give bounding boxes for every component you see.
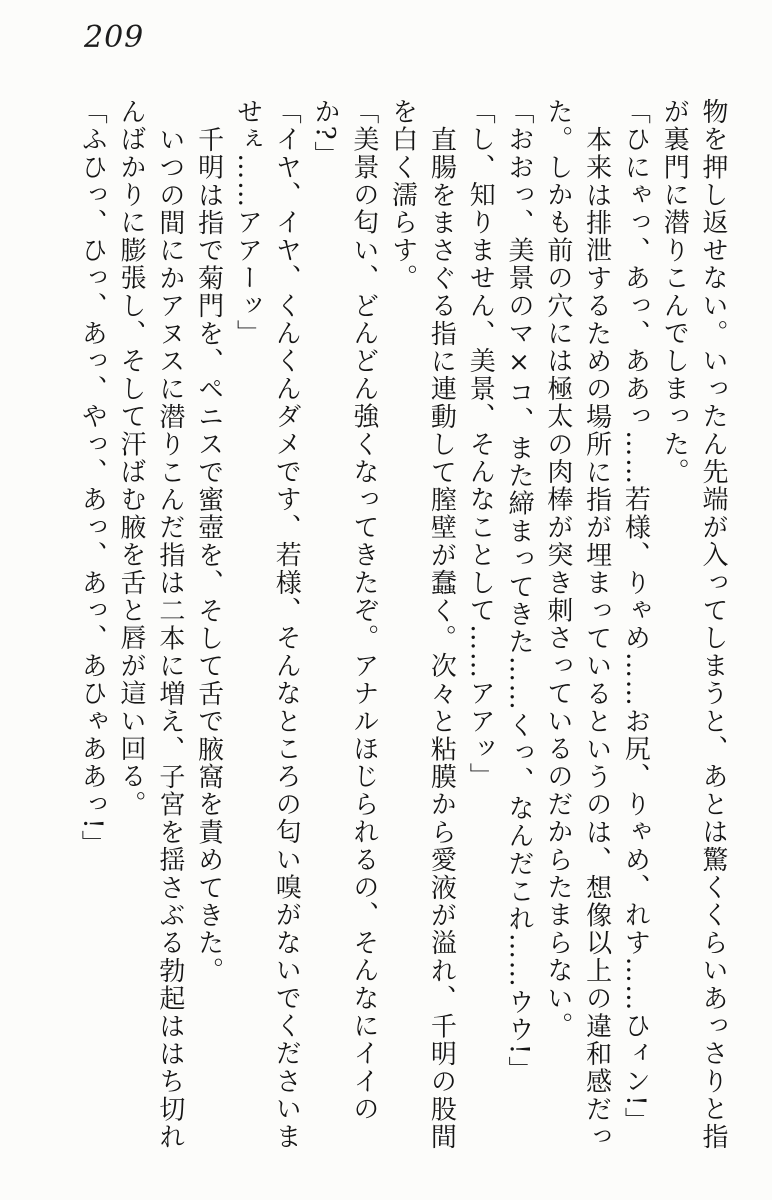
- text-column-13: せぇ……アアーッ」: [232, 98, 263, 348]
- text-column-6: 「おおっ、美景のマ×コ、また締まってきた……くっ、なんだこれ……ウウ!」: [504, 98, 535, 1084]
- text-column-15: いつの間にかアヌスに潜りこんだ指は二本に増え、子宮を揺さぶる勃起ははち切れ: [154, 125, 185, 1151]
- text-block: [72, 98, 732, 1154]
- text-column-10: 「美景の匂い、どんどん強くなってきたぞ。アナルほじられるの、そんなにイイの: [348, 98, 379, 1123]
- text-column-2: が裏門に潜りこんでしまった。: [659, 98, 690, 486]
- text-column-9: を白く濡らす。: [387, 98, 418, 292]
- text-column-5: た。しかも前の穴には極太の肉棒が突き刺さっているのだからたまらない。: [542, 98, 573, 1040]
- text-column-12: 「イヤ、イヤ、くんくんダメです、若様、そんなところの匂い嗅がないでくださいま: [271, 98, 302, 1151]
- text-column-1: 物を押し返せない。いったん先端が入ってしまうと、あとは驚くくらいあっさりと指: [698, 98, 728, 1151]
- text-column-3: 「ひにゃっ、あっ、ああっ……若様、りゃめ……お尻、りゃめ、れす……ひィン!」: [620, 98, 651, 1136]
- text-column-16: んばかりに膨張し、そして汗ばむ腋を舌と唇が這い回る。: [116, 98, 147, 819]
- text-column-7: 「し、知りません、美景、そんなことして……アアッ」: [465, 98, 496, 791]
- text-column-17: 「ふひっ、ひっ、あっ、やっ、あっ、あっ、あひゃああっ!」: [77, 98, 108, 859]
- text-column-8: 直腸をまさぐる指に連動して膣壁が蠢く。次々と粘膜から愛液が溢れ、千明の股間: [426, 125, 457, 1151]
- page-number: 209: [84, 20, 145, 55]
- text-column-4: 本来は排泄するための場所に指が埋まっているというのは、想像以上の違和感だっ: [581, 125, 612, 1151]
- text-column-14: 千明は指で菊門を、ペニスで蜜壺を、そして舌で腋窩を責めてきた。: [193, 125, 224, 985]
- text-column-11: か?」: [310, 98, 341, 170]
